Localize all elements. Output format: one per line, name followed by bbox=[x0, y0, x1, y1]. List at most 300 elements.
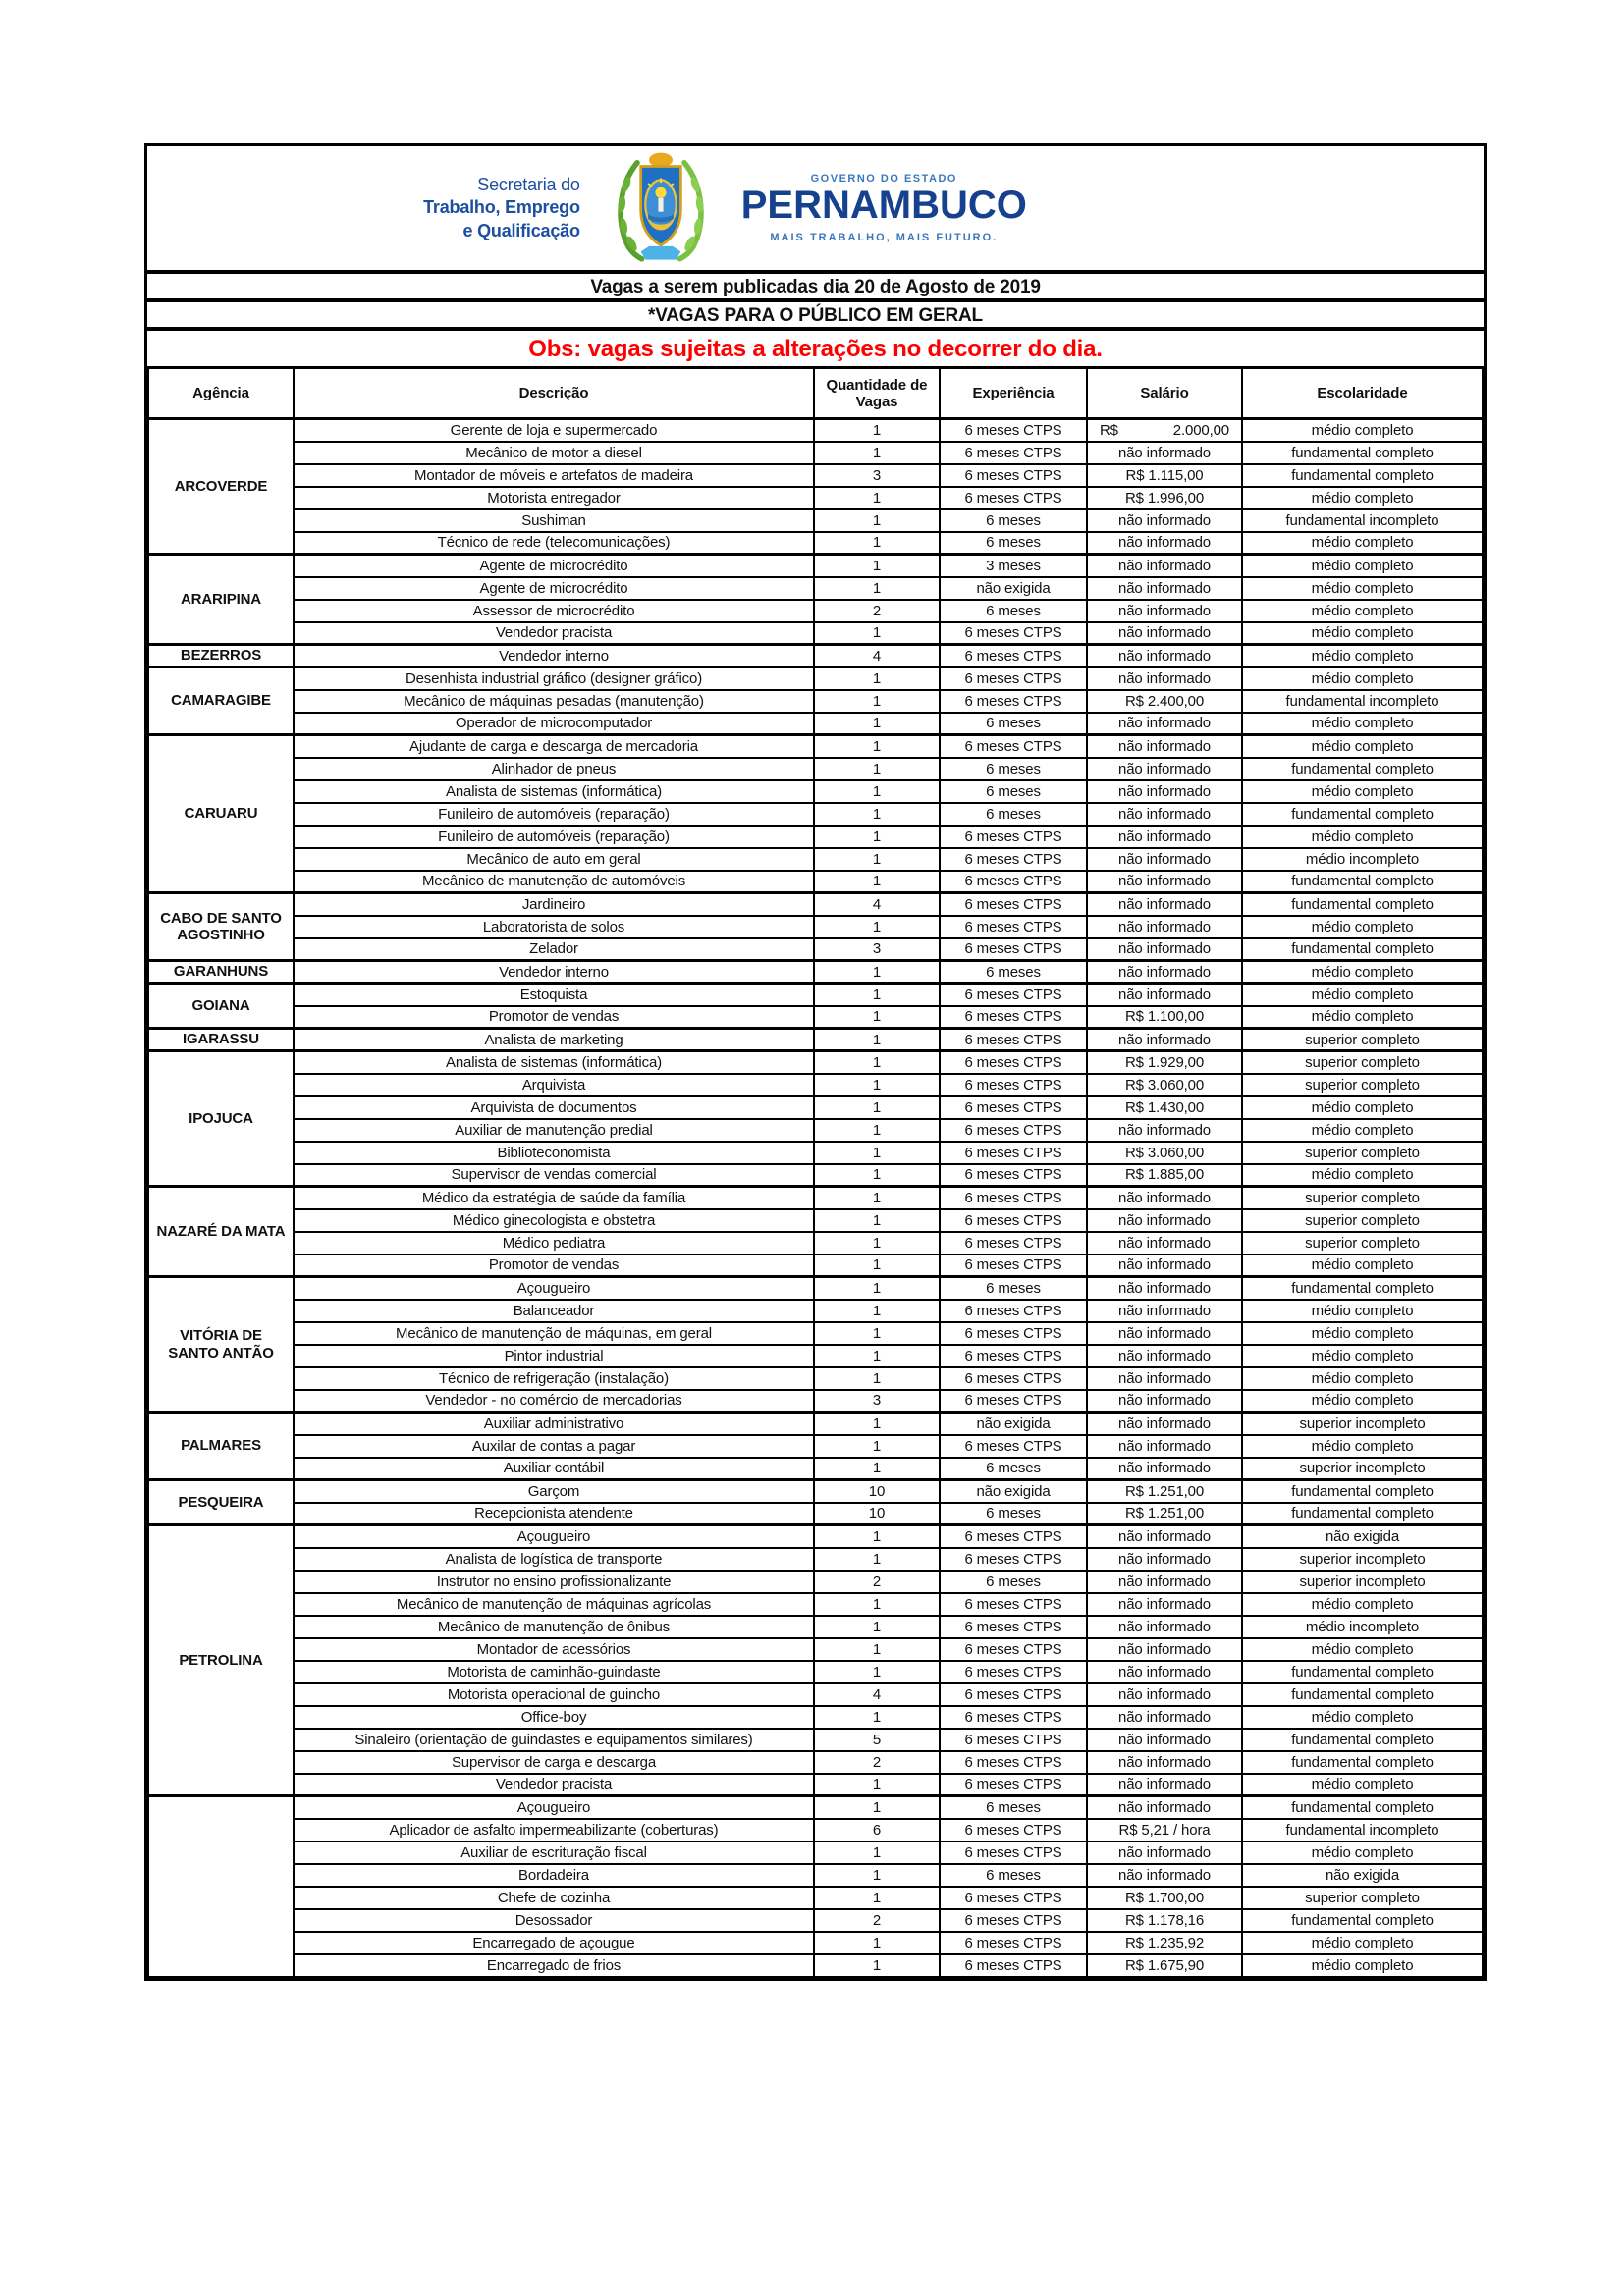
cell-experiencia: 6 meses CTPS bbox=[940, 464, 1087, 487]
cell-descricao: Agente de microcrédito bbox=[294, 577, 814, 600]
col-header-escolaridade: Escolaridade bbox=[1242, 368, 1483, 419]
cell-quantidade: 1 bbox=[814, 1277, 940, 1300]
cell-experiencia: 6 meses bbox=[940, 600, 1087, 622]
cell-experiencia: 6 meses bbox=[940, 713, 1087, 735]
table-row bbox=[148, 1480, 1483, 1503]
cell-descricao: Alinhador de pneus bbox=[294, 758, 814, 780]
cell-agencia: GARANHUNS bbox=[148, 961, 294, 984]
table-row bbox=[148, 1209, 1483, 1232]
table-row bbox=[148, 1593, 1483, 1616]
cell-quantidade: 3 bbox=[814, 1390, 940, 1413]
cell-escolaridade: médio completo bbox=[1242, 1164, 1483, 1187]
cell-quantidade: 1 bbox=[814, 1051, 940, 1074]
cell-salario: não informado bbox=[1087, 1300, 1242, 1322]
cell-escolaridade: superior incompleto bbox=[1242, 1413, 1483, 1435]
cell-escolaridade: médio completo bbox=[1242, 577, 1483, 600]
cell-descricao: Desenhista industrial gráfico (designer gráfico) bbox=[294, 667, 814, 690]
cell-experiencia: 6 meses CTPS bbox=[940, 1029, 1087, 1051]
cell-descricao: Estoquista bbox=[294, 984, 814, 1006]
table-row bbox=[148, 1390, 1483, 1413]
cell-escolaridade: fundamental completo bbox=[1242, 442, 1483, 464]
table-row bbox=[148, 1796, 1483, 1819]
cell-escolaridade: médio completo bbox=[1242, 1096, 1483, 1119]
cell-escolaridade: médio completo bbox=[1242, 1774, 1483, 1796]
cell-experiencia: 6 meses CTPS bbox=[940, 1390, 1087, 1413]
cell-experiencia: 6 meses CTPS bbox=[940, 645, 1087, 667]
cell-descricao: Auxiliar de escrituração fiscal bbox=[294, 1842, 814, 1864]
table-row bbox=[148, 1729, 1483, 1751]
cell-escolaridade: médio completo bbox=[1242, 1842, 1483, 1864]
table-row bbox=[148, 1683, 1483, 1706]
table-row bbox=[148, 1887, 1483, 1909]
cell-salario: R$ 1.235,92 bbox=[1087, 1932, 1242, 1954]
cell-quantidade: 1 bbox=[814, 848, 940, 871]
cell-descricao: Médico ginecologista e obstetra bbox=[294, 1209, 814, 1232]
cell-salario: R$ 1.675,90 bbox=[1087, 1954, 1242, 1977]
cell-experiencia: 6 meses CTPS bbox=[940, 1345, 1087, 1367]
cell-quantidade: 1 bbox=[814, 1932, 940, 1954]
cell-experiencia: 6 meses CTPS bbox=[940, 1074, 1087, 1096]
cell-descricao: Zelador bbox=[294, 938, 814, 961]
cell-salario: não informado bbox=[1087, 938, 1242, 961]
cell-experiencia: 6 meses CTPS bbox=[940, 1142, 1087, 1164]
table-row bbox=[148, 1006, 1483, 1029]
cell-experiencia: 6 meses CTPS bbox=[940, 1729, 1087, 1751]
cell-quantidade: 1 bbox=[814, 577, 940, 600]
cell-descricao: Promotor de vendas bbox=[294, 1255, 814, 1277]
cell-descricao: Balanceador bbox=[294, 1300, 814, 1322]
cell-quantidade: 1 bbox=[814, 1164, 940, 1187]
cell-experiencia: 6 meses CTPS bbox=[940, 1706, 1087, 1729]
table-row bbox=[148, 1255, 1483, 1277]
cell-quantidade: 2 bbox=[814, 1571, 940, 1593]
table-row bbox=[148, 1751, 1483, 1774]
table-row bbox=[148, 893, 1483, 916]
cell-agencia: ARARIPINA bbox=[148, 555, 294, 645]
cell-salario: R$ 1.885,00 bbox=[1087, 1164, 1242, 1187]
cell-descricao: Auxiliar administrativo bbox=[294, 1413, 814, 1435]
table-row bbox=[148, 690, 1483, 713]
cell-salario: não informado bbox=[1087, 622, 1242, 645]
cell-quantidade: 10 bbox=[814, 1503, 940, 1525]
cell-escolaridade: fundamental incompleto bbox=[1242, 509, 1483, 532]
cell-salario: não informado bbox=[1087, 780, 1242, 803]
table-row bbox=[148, 803, 1483, 826]
cell-escolaridade: superior incompleto bbox=[1242, 1548, 1483, 1571]
cell-experiencia: 6 meses CTPS bbox=[940, 1367, 1087, 1390]
cell-descricao: Supervisor de vendas comercial bbox=[294, 1164, 814, 1187]
cell-experiencia: 6 meses CTPS bbox=[940, 871, 1087, 893]
cell-quantidade: 6 bbox=[814, 1819, 940, 1842]
vacancies-table bbox=[147, 366, 1484, 1978]
cell-descricao: Instrutor no ensino profissionalizante bbox=[294, 1571, 814, 1593]
table-row bbox=[148, 758, 1483, 780]
cell-descricao: Mecânico de máquinas pesadas (manutenção) bbox=[294, 690, 814, 713]
cell-escolaridade: fundamental completo bbox=[1242, 803, 1483, 826]
table-row bbox=[148, 1819, 1483, 1842]
cell-descricao: Motorista entregador bbox=[294, 487, 814, 509]
cell-salario: não informado bbox=[1087, 1119, 1242, 1142]
cell-escolaridade: superior completo bbox=[1242, 1187, 1483, 1209]
cell-quantidade: 1 bbox=[814, 1616, 940, 1638]
cell-quantidade: 3 bbox=[814, 464, 940, 487]
table-row bbox=[148, 1525, 1483, 1548]
table-row bbox=[148, 916, 1483, 938]
cell-experiencia: 6 meses CTPS bbox=[940, 1209, 1087, 1232]
secretaria-line1: Secretaria do bbox=[477, 174, 580, 194]
cell-quantidade: 2 bbox=[814, 1751, 940, 1774]
cell-experiencia: 6 meses CTPS bbox=[940, 1683, 1087, 1706]
cell-salario: R$ 1.178,16 bbox=[1087, 1909, 1242, 1932]
cell-agencia: PESQUEIRA bbox=[148, 1480, 294, 1525]
cell-experiencia: 6 meses CTPS bbox=[940, 1616, 1087, 1638]
cell-experiencia: 6 meses CTPS bbox=[940, 916, 1087, 938]
cell-experiencia: 6 meses CTPS bbox=[940, 1164, 1087, 1187]
table-row bbox=[148, 577, 1483, 600]
cell-escolaridade: médio completo bbox=[1242, 1390, 1483, 1413]
cell-escolaridade: médio completo bbox=[1242, 419, 1483, 442]
pernambuco-label: PERNAMBUCO bbox=[740, 184, 1027, 227]
cell-descricao: Vendedor interno bbox=[294, 645, 814, 667]
governo-do-estado-label: GOVERNO DO ESTADO bbox=[810, 173, 957, 185]
cell-descricao: Analista de marketing bbox=[294, 1029, 814, 1051]
cell-salario: não informado bbox=[1087, 1187, 1242, 1209]
cell-escolaridade: superior completo bbox=[1242, 1887, 1483, 1909]
cell-quantidade: 1 bbox=[814, 916, 940, 938]
cell-escolaridade: não exigida bbox=[1242, 1864, 1483, 1887]
table-header-row bbox=[148, 368, 1483, 419]
cell-descricao: Desossador bbox=[294, 1909, 814, 1932]
cell-descricao: Montador de móveis e artefatos de madeira bbox=[294, 464, 814, 487]
cell-descricao: Açougueiro bbox=[294, 1525, 814, 1548]
table-row bbox=[148, 1187, 1483, 1209]
cell-quantidade: 1 bbox=[814, 690, 940, 713]
col-header-descricao: Descrição bbox=[294, 368, 814, 419]
cell-descricao: Sushiman bbox=[294, 509, 814, 532]
cell-quantidade: 1 bbox=[814, 442, 940, 464]
cell-escolaridade: médio completo bbox=[1242, 713, 1483, 735]
cell-quantidade: 10 bbox=[814, 1480, 940, 1503]
table-row bbox=[148, 667, 1483, 690]
cell-experiencia: 6 meses CTPS bbox=[940, 690, 1087, 713]
table-row bbox=[148, 826, 1483, 848]
table-row bbox=[148, 1096, 1483, 1119]
cell-quantidade: 1 bbox=[814, 1345, 940, 1367]
cell-quantidade: 1 bbox=[814, 1593, 940, 1616]
cell-escolaridade: fundamental completo bbox=[1242, 1277, 1483, 1300]
cell-escolaridade: superior incompleto bbox=[1242, 1571, 1483, 1593]
cell-salario: não informado bbox=[1087, 1661, 1242, 1683]
cell-escolaridade: fundamental completo bbox=[1242, 1751, 1483, 1774]
cell-escolaridade: médio completo bbox=[1242, 1322, 1483, 1345]
cell-escolaridade: fundamental completo bbox=[1242, 893, 1483, 916]
table-row bbox=[148, 1909, 1483, 1932]
cell-agencia: ARCOVERDE bbox=[148, 419, 294, 555]
cell-quantidade: 1 bbox=[814, 1435, 940, 1458]
cell-salario: não informado bbox=[1087, 1864, 1242, 1887]
cell-quantidade: 1 bbox=[814, 487, 940, 509]
secretaria-line2: Trabalho, Emprego bbox=[423, 197, 580, 218]
cell-quantidade: 1 bbox=[814, 735, 940, 758]
cell-escolaridade: superior completo bbox=[1242, 1209, 1483, 1232]
cell-escolaridade: médio completo bbox=[1242, 984, 1483, 1006]
table-row bbox=[148, 1706, 1483, 1729]
cell-descricao: Arquivista bbox=[294, 1074, 814, 1096]
cell-experiencia: 6 meses bbox=[940, 1864, 1087, 1887]
cell-escolaridade: médio completo bbox=[1242, 1435, 1483, 1458]
cell-escolaridade: fundamental completo bbox=[1242, 1503, 1483, 1525]
table-row bbox=[148, 1774, 1483, 1796]
cell-experiencia: 6 meses CTPS bbox=[940, 1119, 1087, 1142]
cell-descricao: Bordadeira bbox=[294, 1864, 814, 1887]
cell-salario: R$ 1.996,00 bbox=[1087, 487, 1242, 509]
cell-experiencia: 6 meses CTPS bbox=[940, 667, 1087, 690]
cell-agencia: VITÓRIA DE SANTO ANTÃO bbox=[148, 1277, 294, 1413]
table-row bbox=[148, 1638, 1483, 1661]
cell-experiencia: não exigida bbox=[940, 1480, 1087, 1503]
cell-escolaridade: superior completo bbox=[1242, 1051, 1483, 1074]
cell-descricao: Ajudante de carga e descarga de mercadoria bbox=[294, 735, 814, 758]
cell-escolaridade: fundamental completo bbox=[1242, 1683, 1483, 1706]
cell-descricao: Arquivista de documentos bbox=[294, 1096, 814, 1119]
cell-quantidade: 1 bbox=[814, 1142, 940, 1164]
cell-escolaridade: médio completo bbox=[1242, 1119, 1483, 1142]
cell-escolaridade: médio completo bbox=[1242, 1367, 1483, 1390]
cell-salario: não informado bbox=[1087, 1842, 1242, 1864]
cell-escolaridade: fundamental completo bbox=[1242, 464, 1483, 487]
cell-descricao: Técnico de rede (telecomunicações) bbox=[294, 532, 814, 555]
cell-escolaridade: não exigida bbox=[1242, 1525, 1483, 1548]
cell-quantidade: 1 bbox=[814, 1006, 940, 1029]
cell-salario: R$ 3.060,00 bbox=[1087, 1142, 1242, 1164]
cell-quantidade: 1 bbox=[814, 622, 940, 645]
table-row bbox=[148, 1571, 1483, 1593]
table-row bbox=[148, 1300, 1483, 1322]
table-row bbox=[148, 464, 1483, 487]
cell-salario: não informado bbox=[1087, 1796, 1242, 1819]
cell-salario: não informado bbox=[1087, 1548, 1242, 1571]
table-row bbox=[148, 487, 1483, 509]
cell-descricao: Vendedor interno bbox=[294, 961, 814, 984]
cell-descricao: Vendedor - no comércio de mercadorias bbox=[294, 1390, 814, 1413]
cell-quantidade: 1 bbox=[814, 1232, 940, 1255]
cell-descricao: Pintor industrial bbox=[294, 1345, 814, 1367]
cell-descricao: Biblioteconomista bbox=[294, 1142, 814, 1164]
cell-escolaridade: médio completo bbox=[1242, 1638, 1483, 1661]
cell-experiencia: 6 meses CTPS bbox=[940, 1661, 1087, 1683]
cell-salario: não informado bbox=[1087, 1255, 1242, 1277]
cell-salario: não informado bbox=[1087, 509, 1242, 532]
cell-descricao: Açougueiro bbox=[294, 1277, 814, 1300]
col-header-agencia: Agência bbox=[148, 368, 294, 419]
cell-salario: não informado bbox=[1087, 984, 1242, 1006]
cell-descricao: Analista de logística de transporte bbox=[294, 1548, 814, 1571]
cell-experiencia: 6 meses bbox=[940, 803, 1087, 826]
cell-quantidade: 1 bbox=[814, 555, 940, 577]
cell-quantidade: 1 bbox=[814, 1413, 940, 1435]
cell-experiencia: 6 meses CTPS bbox=[940, 487, 1087, 509]
cell-quantidade: 2 bbox=[814, 600, 940, 622]
cell-escolaridade: fundamental completo bbox=[1242, 1480, 1483, 1503]
cell-escolaridade: fundamental completo bbox=[1242, 758, 1483, 780]
cell-experiencia: 6 meses bbox=[940, 1571, 1087, 1593]
table-row bbox=[148, 961, 1483, 984]
cell-quantidade: 1 bbox=[814, 1367, 940, 1390]
cell-agencia: CARUARU bbox=[148, 735, 294, 893]
cell-escolaridade: médio completo bbox=[1242, 735, 1483, 758]
cell-agencia: PETROLINA bbox=[148, 1525, 294, 1796]
cell-salario: não informado bbox=[1087, 758, 1242, 780]
table-row bbox=[148, 1277, 1483, 1300]
cell-descricao: Operador de microcomputador bbox=[294, 713, 814, 735]
cell-salario: não informado bbox=[1087, 1390, 1242, 1413]
cell-salario: não informado bbox=[1087, 577, 1242, 600]
table-row bbox=[148, 1435, 1483, 1458]
cell-descricao: Supervisor de carga e descarga bbox=[294, 1751, 814, 1774]
cell-escolaridade: médio completo bbox=[1242, 1345, 1483, 1367]
table-row bbox=[148, 600, 1483, 622]
cell-descricao: Jardineiro bbox=[294, 893, 814, 916]
logo-group bbox=[423, 148, 1027, 268]
cell-escolaridade: fundamental incompleto bbox=[1242, 1819, 1483, 1842]
cell-escolaridade: fundamental completo bbox=[1242, 938, 1483, 961]
cell-agencia: IPOJUCA bbox=[148, 1051, 294, 1187]
cell-descricao: Assessor de microcrédito bbox=[294, 600, 814, 622]
cell-salario: R$ 1.251,00 bbox=[1087, 1503, 1242, 1525]
cell-experiencia: 6 meses CTPS bbox=[940, 442, 1087, 464]
cell-salario: não informado bbox=[1087, 1525, 1242, 1548]
cell-salario: não informado bbox=[1087, 1706, 1242, 1729]
table-row bbox=[148, 1074, 1483, 1096]
cell-experiencia: 6 meses CTPS bbox=[940, 984, 1087, 1006]
table-row bbox=[148, 735, 1483, 758]
cell-quantidade: 2 bbox=[814, 1909, 940, 1932]
table-row bbox=[148, 645, 1483, 667]
document-subtitle: *VAGAS PARA O PÚBLICO EM GERAL bbox=[147, 298, 1484, 327]
cell-salario: R$ 1.251,00 bbox=[1087, 1480, 1242, 1503]
cell-agencia: NAZARÉ DA MATA bbox=[148, 1187, 294, 1277]
cell-descricao: Gerente de loja e supermercado bbox=[294, 419, 814, 442]
cell-escolaridade: médio completo bbox=[1242, 780, 1483, 803]
cell-salario: não informado bbox=[1087, 1345, 1242, 1367]
cell-descricao: Mecânico de manutenção de máquinas, em geral bbox=[294, 1322, 814, 1345]
cell-experiencia: 6 meses CTPS bbox=[940, 1096, 1087, 1119]
cell-salario: não informado bbox=[1087, 645, 1242, 667]
cell-experiencia: 6 meses CTPS bbox=[940, 1525, 1087, 1548]
table-row bbox=[148, 1932, 1483, 1954]
cell-descricao: Agente de microcrédito bbox=[294, 555, 814, 577]
cell-experiencia: 6 meses CTPS bbox=[940, 1887, 1087, 1909]
header-banner bbox=[147, 146, 1484, 270]
cell-quantidade: 1 bbox=[814, 758, 940, 780]
table-row bbox=[148, 1164, 1483, 1187]
cell-quantidade: 4 bbox=[814, 645, 940, 667]
cell-salario: não informado bbox=[1087, 1367, 1242, 1390]
cell-descricao: Auxilar de contas a pagar bbox=[294, 1435, 814, 1458]
cell-descricao: Recepcionista atendente bbox=[294, 1503, 814, 1525]
cell-salario: não informado bbox=[1087, 1458, 1242, 1480]
cell-salario: não informado bbox=[1087, 1616, 1242, 1638]
cell-salario: não informado bbox=[1087, 1029, 1242, 1051]
cell-descricao: Vendedor pracista bbox=[294, 1774, 814, 1796]
cell-quantidade: 1 bbox=[814, 1525, 940, 1548]
cell-salario: não informado bbox=[1087, 532, 1242, 555]
cell-escolaridade: médio completo bbox=[1242, 487, 1483, 509]
cell-experiencia: 6 meses CTPS bbox=[940, 735, 1087, 758]
cell-quantidade: 1 bbox=[814, 1458, 940, 1480]
cell-salario: não informado bbox=[1087, 1277, 1242, 1300]
document-frame bbox=[144, 143, 1487, 1981]
cell-agencia: CAMARAGIBE bbox=[148, 667, 294, 735]
cell-experiencia: 6 meses bbox=[940, 1796, 1087, 1819]
cell-escolaridade: fundamental completo bbox=[1242, 1909, 1483, 1932]
cell-quantidade: 1 bbox=[814, 1864, 940, 1887]
cell-escolaridade: médio completo bbox=[1242, 622, 1483, 645]
cell-salario: R$ 5,21 / hora bbox=[1087, 1819, 1242, 1842]
cell-salario: não informado bbox=[1087, 848, 1242, 871]
cell-escolaridade: médio completo bbox=[1242, 667, 1483, 690]
cell-quantidade: 1 bbox=[814, 509, 940, 532]
cell-descricao: Motorista de caminhão-guindaste bbox=[294, 1661, 814, 1683]
cell-escolaridade: médio completo bbox=[1242, 645, 1483, 667]
cell-descricao: Técnico de refrigeração (instalação) bbox=[294, 1367, 814, 1390]
cell-experiencia: 6 meses CTPS bbox=[940, 1232, 1087, 1255]
cell-escolaridade: fundamental completo bbox=[1242, 1796, 1483, 1819]
cell-quantidade: 1 bbox=[814, 1548, 940, 1571]
cell-experiencia: 6 meses CTPS bbox=[940, 1435, 1087, 1458]
cell-quantidade: 1 bbox=[814, 871, 940, 893]
cell-quantidade: 1 bbox=[814, 1706, 940, 1729]
cell-salario: R$ 1.929,00 bbox=[1087, 1051, 1242, 1074]
cell-salario: R$ 1.100,00 bbox=[1087, 1006, 1242, 1029]
cell-quantidade: 1 bbox=[814, 1074, 940, 1096]
cell-experiencia: 6 meses CTPS bbox=[940, 1548, 1087, 1571]
cell-descricao: Auxiliar contábil bbox=[294, 1458, 814, 1480]
cell-quantidade: 1 bbox=[814, 803, 940, 826]
cell-experiencia: 6 meses bbox=[940, 758, 1087, 780]
cell-escolaridade: fundamental completo bbox=[1242, 1661, 1483, 1683]
cell-experiencia: 6 meses bbox=[940, 1503, 1087, 1525]
table-row bbox=[148, 780, 1483, 803]
cell-salario: R$ 3.060,00 bbox=[1087, 1074, 1242, 1096]
cell-escolaridade: médio completo bbox=[1242, 1706, 1483, 1729]
cell-quantidade: 1 bbox=[814, 1255, 940, 1277]
slogan-label: MAIS TRABALHO, MAIS FUTURO. bbox=[770, 232, 999, 243]
secretaria-line3: e Qualificação bbox=[462, 220, 580, 240]
cell-salario: não informado bbox=[1087, 893, 1242, 916]
cell-salario: não informado bbox=[1087, 871, 1242, 893]
cell-experiencia: 6 meses CTPS bbox=[940, 1006, 1087, 1029]
table-row bbox=[148, 622, 1483, 645]
cell-escolaridade: médio completo bbox=[1242, 1255, 1483, 1277]
table-row bbox=[148, 1142, 1483, 1164]
cell-experiencia: 6 meses CTPS bbox=[940, 622, 1087, 645]
cell-experiencia: 6 meses CTPS bbox=[940, 1593, 1087, 1616]
cell-escolaridade: superior incompleto bbox=[1242, 1458, 1483, 1480]
cell-experiencia: 6 meses CTPS bbox=[940, 1932, 1087, 1954]
table-row bbox=[148, 713, 1483, 735]
cell-agencia bbox=[148, 1796, 294, 1977]
secretaria-wordmark bbox=[423, 174, 580, 242]
table-row bbox=[148, 1029, 1483, 1051]
cell-descricao: Analista de sistemas (informática) bbox=[294, 780, 814, 803]
table-row bbox=[148, 1661, 1483, 1683]
cell-escolaridade: médio completo bbox=[1242, 600, 1483, 622]
cell-quantidade: 1 bbox=[814, 1209, 940, 1232]
table-row bbox=[148, 984, 1483, 1006]
cell-escolaridade: médio completo bbox=[1242, 1300, 1483, 1322]
cell-experiencia: 6 meses CTPS bbox=[940, 1051, 1087, 1074]
